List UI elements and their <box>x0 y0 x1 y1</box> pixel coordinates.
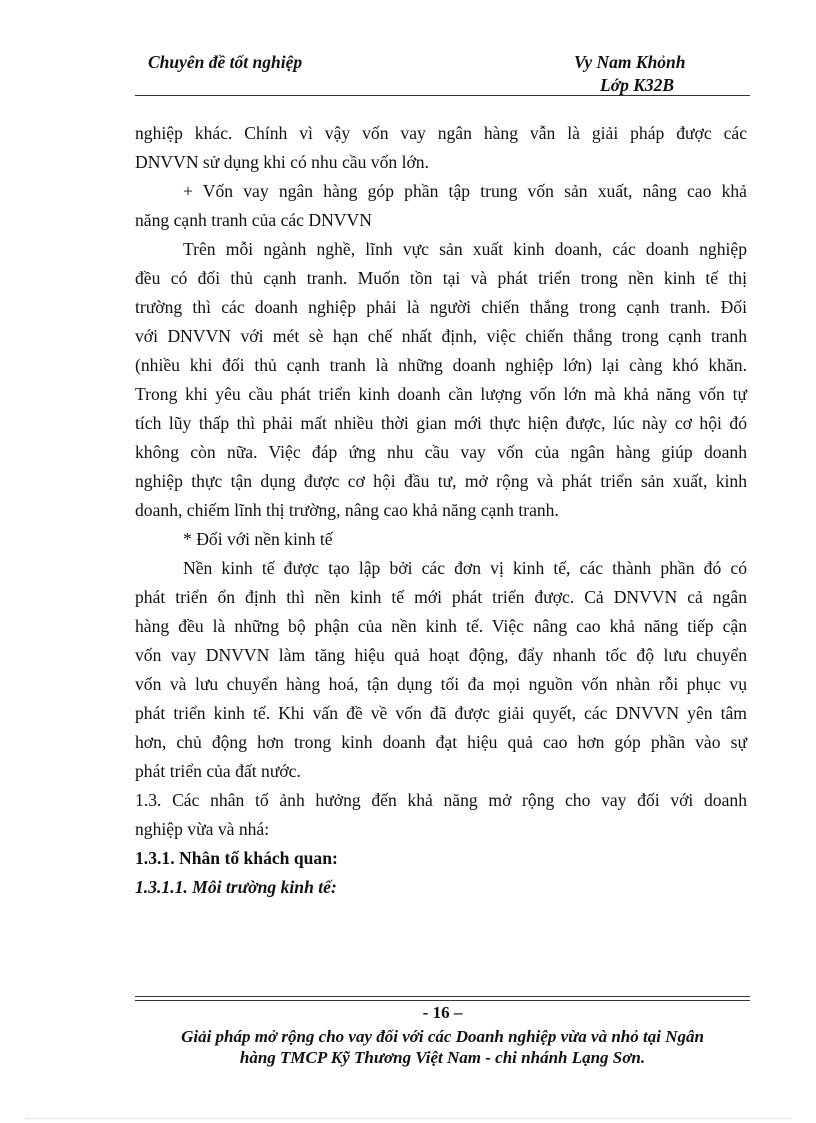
footer-title-line1: Giải pháp mở rộng cho vay đối với các Doanh nghiệp vừa và nhỏ tại Ngân <box>181 1027 704 1046</box>
text-line: doanh, chiếm lĩnh thị trường, nâng cao khả năng cạnh tranh. <box>135 500 559 520</box>
section-heading-1-3-1-1: 1.3.1.1. Môi trường kinh tế: <box>135 877 337 897</box>
header-author: Vy Nam Khỏnh <box>574 52 686 72</box>
text-line: DNVVN sử dụng khi có nhu cầu vốn lớn. <box>135 152 429 172</box>
text-line: không còn nữa. Việc đáp ứng nhu cầu vay vốn của ngân hàng giúp doanh <box>135 442 747 462</box>
text-line: + Vốn vay ngân hàng góp phần tập trung vốn sản xuất, nâng cao khả <box>183 181 747 201</box>
text-line: với DNVVN với mét sè hạn chế nhất định, việc chiến thắng trong cạnh tranh <box>135 326 747 346</box>
footer-title-line2: hàng TMCP Kỹ Thương Việt Nam - chi nhánh Lạng Sơn. <box>239 1048 646 1067</box>
page-number: - 16 – <box>422 1003 463 1022</box>
footer-divider-thin <box>135 1000 750 1001</box>
page-header <box>135 50 750 97</box>
text-line: Trên mỗi ngành nghề, lĩnh vực sản xuất kinh doanh, các doanh nghiệp <box>183 239 747 259</box>
text-line: năng cạnh tranh của các DNVVN <box>135 210 372 230</box>
text-line: nghiệp vừa và nhá: <box>135 819 270 839</box>
text-line: vốn vay DNVVN làm tăng hiệu quả hoạt động, đẩy nhanh tốc độ lưu chuyển <box>135 645 747 665</box>
section-heading-1-3: 1.3. Các nhân tố ảnh hưởng đến khả năng mở rộng cho vay đối với doanh <box>135 790 747 810</box>
header-class: Lớp K32B <box>600 75 675 95</box>
text-line: nghiệp khác. Chính vì vậy vốn vay ngân hàng vẫn là giải pháp được các <box>135 123 747 143</box>
text-line: phát triển kinh tế. Khi vấn đề về vốn đã được giải quyết, các DNVVN yên tâm <box>135 703 747 723</box>
text-line: phát triển của đất nước. <box>135 761 301 781</box>
header-title: Chuyên đề tốt nghiệp <box>148 52 303 72</box>
section-heading-1-3-1: 1.3.1. Nhân tố khách quan: <box>135 848 338 868</box>
text-line: * Đối với nền kinh tế <box>183 529 333 549</box>
text-line: hơn, chủ động hơn trong kinh doanh đạt hiệu quả cao hơn góp phần vào sự <box>135 732 747 752</box>
text-line: hàng đều là những bộ phận của nền kinh tế. Việc nâng cao khả năng tiếp cận <box>135 616 747 636</box>
footer-divider <box>135 996 750 997</box>
header-divider <box>135 95 750 96</box>
text-line: vốn và lưu chuyển hàng hoá, tận dụng tối đa mọi nguồn vốn nhàn rỗi phục vụ <box>135 674 747 694</box>
text-line: tích lũy thấp thì phải mất nhiều thời gian mới thực hiện được, lúc này cơ hội đó <box>135 413 747 433</box>
text-line: trường thì các doanh nghiệp phải là người chiến thắng trong cạnh tranh. Đối <box>135 297 747 317</box>
text-line: nghiệp thực tận dụng được cơ hội đầu tư, mở rộng và phát triển sản xuất, kinh <box>135 471 747 491</box>
text-line: Nền kinh tế được tạo lập bởi các đơn vị kinh tế, các thành phần đó có <box>183 558 747 578</box>
text-line: phát triển ổn định thì nền kinh tế mới phát triển được. Cả DNVVN cả ngân <box>135 587 747 607</box>
body-text <box>135 119 747 902</box>
text-line: Trong khi yêu cầu phát triển kinh doanh cần lượng vốn lớn mà khả năng vốn tự <box>135 384 747 404</box>
page-bottom-edge <box>25 1118 791 1119</box>
text-line: (nhiều khi đối thủ cạnh tranh là những doanh nghiệp lớn) lại càng khó khăn. <box>135 355 747 375</box>
text-line: đều có đối thủ cạnh tranh. Muốn tồn tại và phát triển trong nền kinh tế thị <box>135 268 747 288</box>
